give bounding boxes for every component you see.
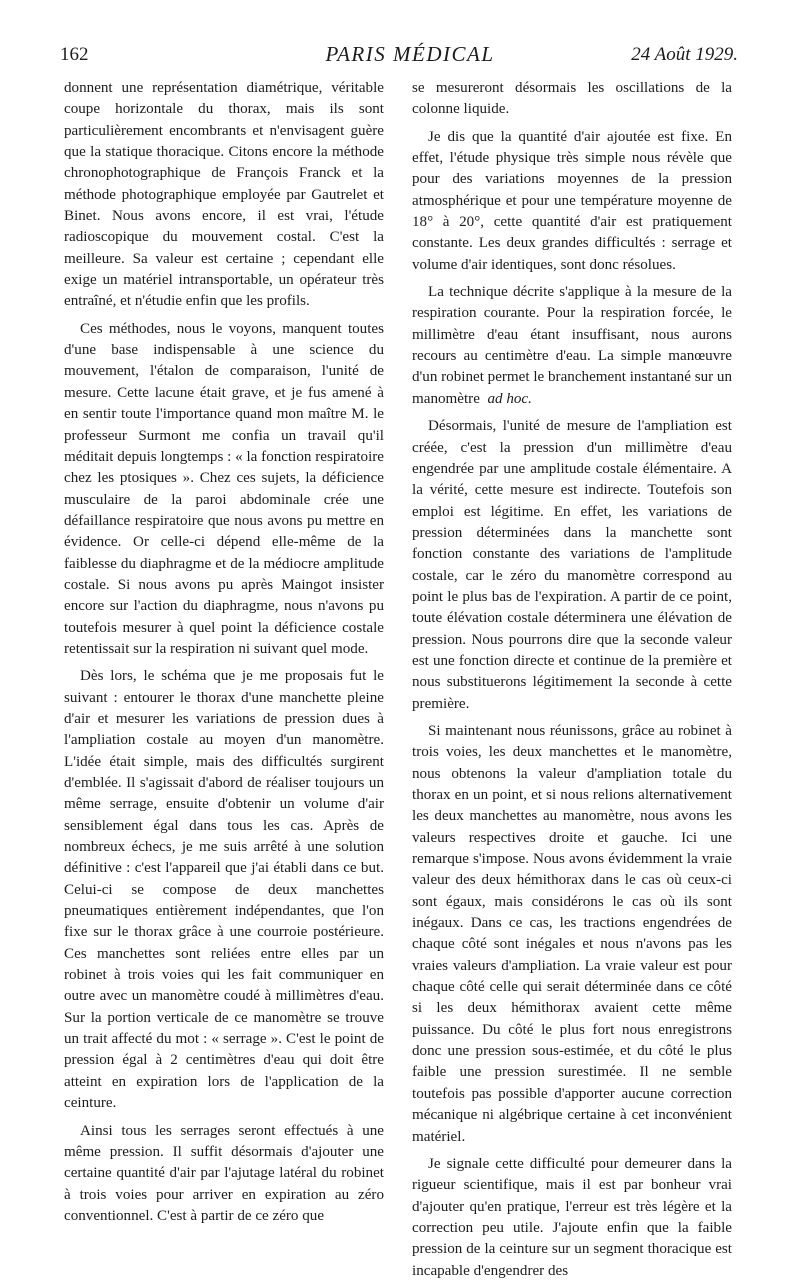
paragraph: se mesureront désormais les oscillations de la colonne liquide.: [412, 80, 732, 118]
paragraph-text: La technique décrite s'applique à la mesure de la respiration courante. Pour la respiration forcée, le millimètre d'eau étant insuffisant, nous aurons recours au centimètre d'eau. La simple manœuvre d'un robinet permet le branchement instantané sur un manomètre: [412, 284, 733, 407]
left-column: [64, 78, 384, 1233]
ad-hoc-italic: ad hoc.: [487, 390, 532, 407]
journal-title: PARIS MÉDICAL: [325, 42, 495, 66]
page-number: 162: [60, 44, 89, 65]
paragraph: Ainsi tous les serrages seront effectués à une même pression. Il suffit désormais d'ajouter une certaine quantité d'air par l'ajutage latéral du robinet à trois voies pour arriver en expiration au zéro conventionnel. C'est à partir de ce zéro que: [64, 1122, 384, 1224]
paragraph: [412, 282, 732, 410]
paragraph: Je dis que la quantité d'air ajoutée est fixe. En effet, l'étude physique très simple nous révèle que pour des variations moyennes de la pression atmosphérique et pour une température moyenne de 18° à 20°, cette quantité d'air est pratiquement constante. Les deux grandes difficultés : serrage et volume d'air identiques, sont donc résolues.: [412, 128, 732, 273]
issue-date: 24 Août 1929.: [631, 44, 738, 65]
paragraph: Désormais, l'unité de mesure de l'ampliation est créée, c'est la pression d'un millimètre d'eau engendrée par une amplitude costale élémentaire. A la vérité, cette mesure est indirecte. Toutefois son emploi est légitime. En effet, les variations de pression déterminées dans la manchette sont fonction constante des variations de l'amplitude costale, car le zéro du manomètre correspond au point le plus bas de l'expiration. A partir de ce point, toute élévation costale déterminera une élévation de pression. Nous pourrons dire que la seconde valeur est une fonction directe et continue de la première et nous substituerons légitimement la seconde à cette première.: [412, 418, 732, 712]
right-column: [412, 78, 732, 1288]
paragraph: Dès lors, le schéma que je me proposais fut le suivant : entourer le thorax d'une manchette pleine d'air et mesurer les variations de pression dues à l'ampliation costale au moyen d'un manomètre. L'idée était simple, mais des difficultés surgirent d'emblée. Il s'agissait d'abord de réaliser toujours un même serrage, ensuite d'obtenir un volume d'air sensiblement égal dans tous les cas. Après de nombreux échecs, je me suis arrêté à une solution définitive : c'est l'appareil que j'ai établi dans ce but. Celui-ci se compose de deux manchettes pneumatiques entièrement indépendantes, que l'on fixe sur le thorax grâce à une courroie postérieure. Ces manchettes sont reliées entre elles par un robinet à trois voies qui les fait communiquer en outre avec un manomètre coudé à millimètres d'eau. Sur la portion verticale de ce manomètre se trouve un trait affecté du mot : « serrage ». C'est le point de pression égal à 2 centimètres d'eau qui doit être atteint en expiration lors de l'application de la ceinture.: [64, 668, 384, 1112]
paragraph: donnent une représentation diamétrique, véritable coupe horizontale du thorax, mais ils sont particulièrement encombrants et n'envisagent guère que la statique thoracique. Citons encore la méthode chronophotographique de François Franck et la méthode photographique employée par Gautrelet et Binet. Nous avons encore, il est vrai, l'étude radioscopique du mouvement costal. C'est la meilleure. Sa valeur est certaine ; cependant elle exige un matériel intransportable, un opérateur très entraîné, et n'étudie enfin que les profils.: [64, 80, 384, 310]
paragraph: Si maintenant nous réunissons, grâce au robinet à trois voies, les deux manchettes et le manomètre, nous obtenons la valeur d'ampliation totale du thorax en un point, et si nous relions alternativement les deux manchettes au manomètre, nous avons les valeurs respectives droite et gauche. Ici une remarque s'impose. Nous avons évidemment la vraie valeur des deux hémithorax dans le cas où ceux-ci sont égaux, mais considérons le cas où ils sont inégaux. Dans ce cas, les tractions engendrées de chaque côté sont inégales et nous n'avons pas les vraies valeurs d'ampliation. La vraie valeur est pour chaque côté celle qui serait déterminée dans ce côté si les deux hémithorax avaient cette même puissance. Du côté le plus fort nous enregistrons donc une pression sous-estimée, et du côté le plus faible une pression surestimée. Il ne semble toutefois pas possible d'apporter aucune correction mécanique ni algébrique certaine à cet inconvénient matériel.: [412, 722, 732, 1145]
paragraph: Je signale cette difficulté pour demeurer dans la rigueur scientifique, mais il est par bonheur vrai d'ajouter qu'en pratique, l'erreur est très légère et la correction peu utile. J'ajoute enfin que la faible pression de la ceinture sur un segment thoracique est incapable d'engendrer des: [412, 1155, 732, 1279]
running-header: [60, 40, 760, 74]
paragraph: Ces méthodes, nous le voyons, manquent toutes d'une base indispensable à une science du mouvement, l'étalon de comparaison, l'unité de mesure. Cette lacune était grave, et je fus amené à en sentir toute l'importance quand mon maître M. le professeur Surmont me confia un travail qu'il méditait depuis longtemps : « la fonction respiratoire chez les ptosiques ». Chez ces sujets, la déficience musculaire de la paroi abdominale crée une défaillance respiratoire que nous avons pu mettre en évidence. Or celle-ci dépend elle-même de la faiblesse du diaphragme et de la médiocre amplitude costale. Si nous avons pu après Maingot insister encore sur l'action du diaphragme, nous n'avons pu toutefois mesurer à quel point la déficience costale retentissait sur la respiration ni suivant quel mode.: [64, 320, 384, 657]
